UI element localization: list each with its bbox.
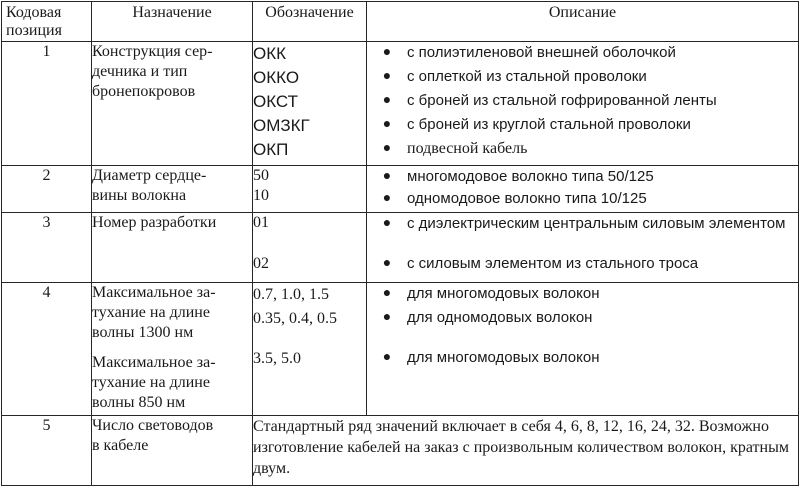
cable-code-table [1,1,799,486]
bullet-icon: ● [382,256,392,271]
purpose-line: тухание на длине [92,374,210,391]
description-text: с броней из круглой стальной проволоки [407,116,691,133]
table-row [2,166,799,213]
description-item [367,66,798,90]
description-item [367,90,798,114]
row-designations [253,42,367,166]
row-position: 4 [2,283,92,416]
designation-code: ОКК [253,44,287,63]
description-text: с оплеткой из стальной проволоки [407,68,647,85]
designation-code: 0.35, 0.4, 0.5 [253,310,337,327]
description-item [367,347,798,371]
description-item [367,138,798,162]
row-descriptions [367,166,799,213]
designation-code: 01 [253,214,269,231]
purpose-line: тухание на длине [92,304,210,321]
bullet-icon: ● [382,93,392,108]
purpose-line: дечника и тип [92,63,188,80]
bullet-icon: ● [382,69,392,84]
description-text: для многомодовых волокон [407,285,600,302]
description-item [367,307,798,347]
bullet-icon: ● [382,141,392,156]
bullet-icon: ● [382,117,392,132]
row-position: 3 [2,213,92,283]
row-descriptions [367,42,799,166]
designation-code: ОКП [253,140,289,159]
row-purpose [92,213,253,283]
header-description: Описание [367,2,799,42]
designation-code: 10 [253,187,269,204]
description-text: с полиэтиленовой внешней оболочкой [407,44,676,61]
row-position: 5 [2,416,92,486]
description-item [367,166,798,188]
purpose-line: волны 850 нм [92,394,186,411]
description-item [367,42,798,66]
row-descriptions [367,213,799,283]
header-position: Кодовая позиция [2,2,92,42]
row-designations [253,283,367,416]
purpose-spacer [92,343,252,353]
purpose-line: Максимальное за- [92,354,216,371]
description-item [367,283,798,307]
designation-code: ОККО [253,68,300,87]
purpose-line: в кабеле [92,437,149,454]
row-designations [253,166,367,213]
bullet-icon: ● [382,350,392,365]
table-row [2,42,799,166]
description-text: одномодовое волокно типа 10/125 [407,190,647,207]
description-text: с силовым элементом из стального троса [407,255,699,272]
designation-code: ОМЗКГ [253,116,310,135]
purpose-line: Диаметр сердце- [92,167,207,184]
description-text: многомодовое волокно типа 50/125 [407,168,654,185]
designation-code: 02 [253,255,269,272]
description-text: с броней из стальной гофрированной ленты [407,92,717,109]
row-merged-description: Стандартный ряд значений включает в себя 4, 6, 8, 12, 16, 24, 32. Возможно изготовление кабелей на заказ с произвольным количеством волокон, кратным двум. [253,416,799,486]
purpose-line: Конструкция сер- [92,43,213,60]
bullet-icon: ● [382,191,392,206]
designation-code: 0.7, 1.0, 1.5 [253,286,329,303]
table-row [2,416,799,486]
bullet-icon: ● [382,286,392,301]
designation-code: 3.5, 5.0 [253,350,301,367]
row-purpose [92,42,253,166]
description-item [367,188,798,210]
bullet-icon: ● [382,45,392,60]
description-item [367,253,798,275]
row-purpose [92,166,253,213]
header-purpose: Назначение [92,2,253,42]
purpose-line: бронепокровов [92,83,196,100]
row-purpose [92,283,253,416]
designation-code: ОКСТ [253,92,299,111]
description-text: подвесной кабель [407,140,528,157]
table-row [2,213,799,283]
row-descriptions [367,283,799,416]
header-designation: Обозначение [253,2,367,42]
description-text: для многомодовых волокон [407,349,600,366]
row-purpose [92,416,253,486]
description-text: с диэлектрическим центральным силовым элементом [407,215,786,232]
row-designations [253,213,367,283]
purpose-line: Максимальное за- [92,284,216,301]
purpose-line: вины волокна [92,187,187,204]
bullet-icon: ● [382,310,392,325]
designation-code: 50 [253,167,269,184]
row-position: 1 [2,42,92,166]
purpose-line: Число световодов [92,417,214,434]
description-text: для одномодовых волокон [407,309,593,326]
purpose-line: Номер разработки [92,214,217,231]
table-row [2,283,799,416]
header-row [2,2,799,42]
bullet-icon: ● [382,216,392,231]
bullet-icon: ● [382,169,392,184]
row-position: 2 [2,166,92,213]
description-item [367,114,798,138]
description-item [367,213,798,253]
purpose-line: волны 1300 нм [92,324,194,341]
